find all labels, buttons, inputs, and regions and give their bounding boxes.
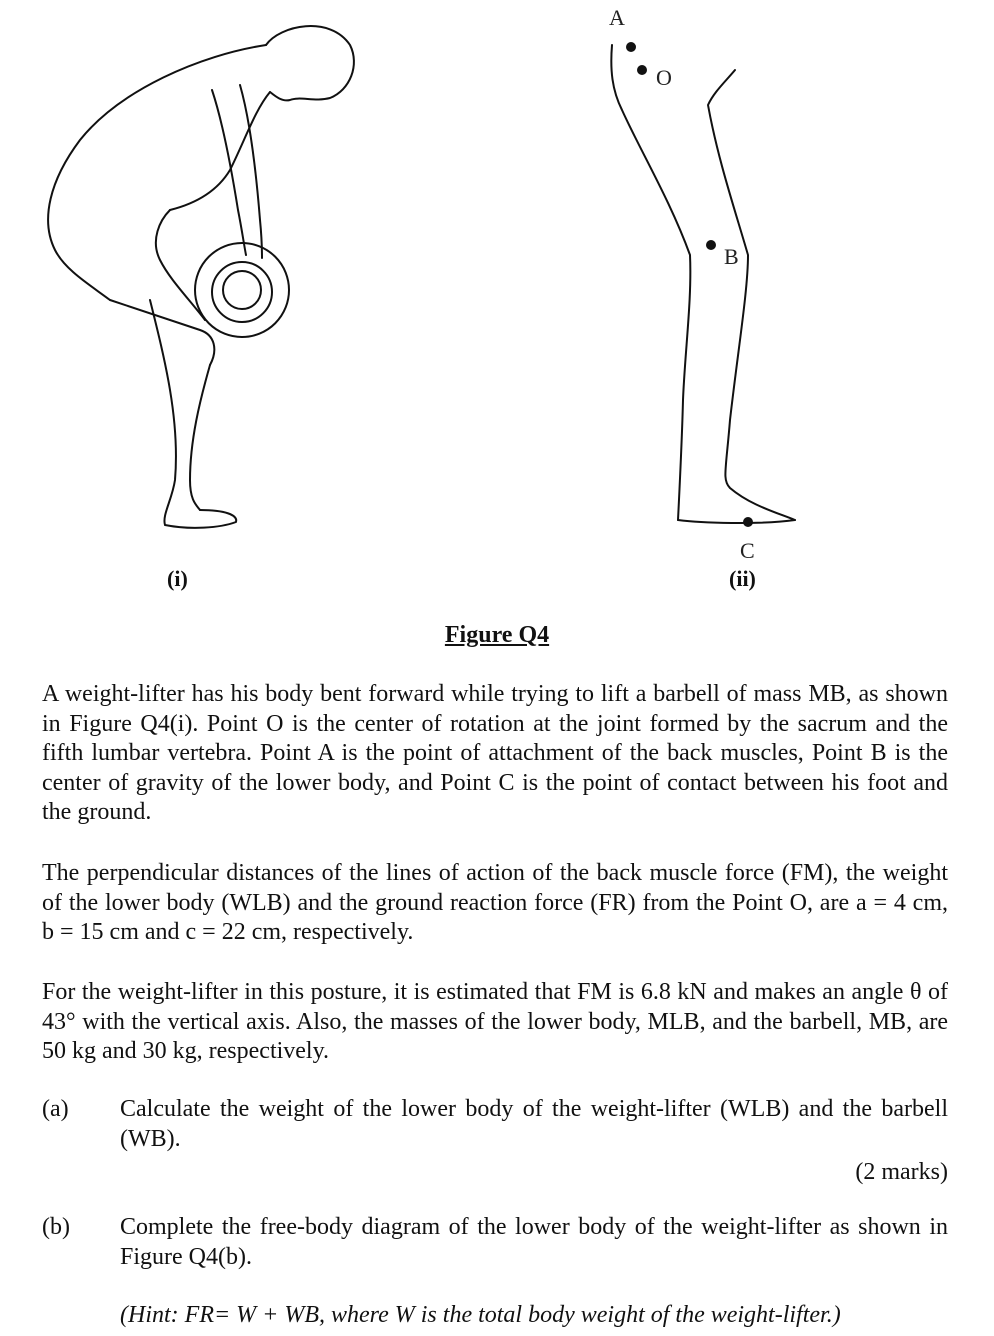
figure-q4 <box>0 0 994 600</box>
shin-back <box>150 300 176 525</box>
foot-sole-line <box>678 520 795 523</box>
paragraph-3-text: For the weight-lifter in this posture, it is estimated that FM is 6.8 kN and makes an angle θ of 43° with the vertical axis. Also, the masses of the lower body, MLB, and the barbell, MB, are 50 kg and 30 kg, respectively. <box>42 979 948 1064</box>
point-b-label: B <box>724 244 739 269</box>
paragraph-2 <box>42 859 948 948</box>
question-b-text: Complete the free-body diagram of the lower body of the weight-lifter as shown in Figure Q4(b). <box>120 1214 948 1270</box>
chest-outline <box>170 92 270 210</box>
lower-body-back-line <box>611 45 690 520</box>
weightlifter-outline <box>48 26 354 528</box>
point-a-marker <box>626 42 636 52</box>
point-c-marker <box>743 517 753 527</box>
paragraph-2-text: The perpendicular distances of the lines of action of the back muscle force (FM), the weight of the lower body (WLB) and the ground reaction force (FR) from the Point O, are a = 4 cm, b = 15 cm and c = 22 cm, respectively. <box>42 860 948 945</box>
figure-caption: Figure Q4 <box>444 622 550 648</box>
question-b-number: (b) <box>42 1214 70 1240</box>
question-a-text: Calculate the weight of the lower body of the weight-lifter (WLB) and the barbell (WB). <box>120 1096 948 1152</box>
back-outline <box>48 45 266 300</box>
question-a <box>42 1095 948 1188</box>
head-outline <box>266 26 354 100</box>
figure-ii-label: (ii) <box>729 566 756 591</box>
barbell-plate-inner <box>223 271 261 309</box>
question-b <box>42 1213 948 1331</box>
point-c-label: C <box>740 538 755 563</box>
question-b-hint: (Hint: FR= W + WB, where W is the total body weight of the weight-lifter.) <box>120 1302 841 1328</box>
question-a-marks: (2 marks) <box>855 1159 948 1185</box>
shin-front <box>190 365 210 510</box>
paragraph-1 <box>42 680 948 828</box>
lower-body-outline <box>611 45 795 523</box>
foot-outline <box>165 510 236 528</box>
paragraph-1-text: A weight-lifter has his body bent forward while trying to lift a barbell of mass MB, as shown in Figure Q4(i). Point O is the center of rotation at the joint formed by the sacrum and the fifth lumbar vertebra. Point A is the point of attachment of the back muscles, Point B is the center of gravity of the lower body, and Point C is the point of contact between his foot and the ground. <box>42 681 948 825</box>
point-b-marker <box>706 240 716 250</box>
lower-body-front-line <box>708 70 795 520</box>
figure-q4-drawing <box>0 0 994 600</box>
point-a-label: A <box>609 5 625 30</box>
point-o-label: O <box>656 65 672 90</box>
paragraph-3 <box>42 978 948 1067</box>
question-a-number: (a) <box>42 1096 69 1122</box>
figure-i-label: (i) <box>167 566 188 591</box>
body-points <box>609 5 755 563</box>
point-o-marker <box>637 65 647 75</box>
